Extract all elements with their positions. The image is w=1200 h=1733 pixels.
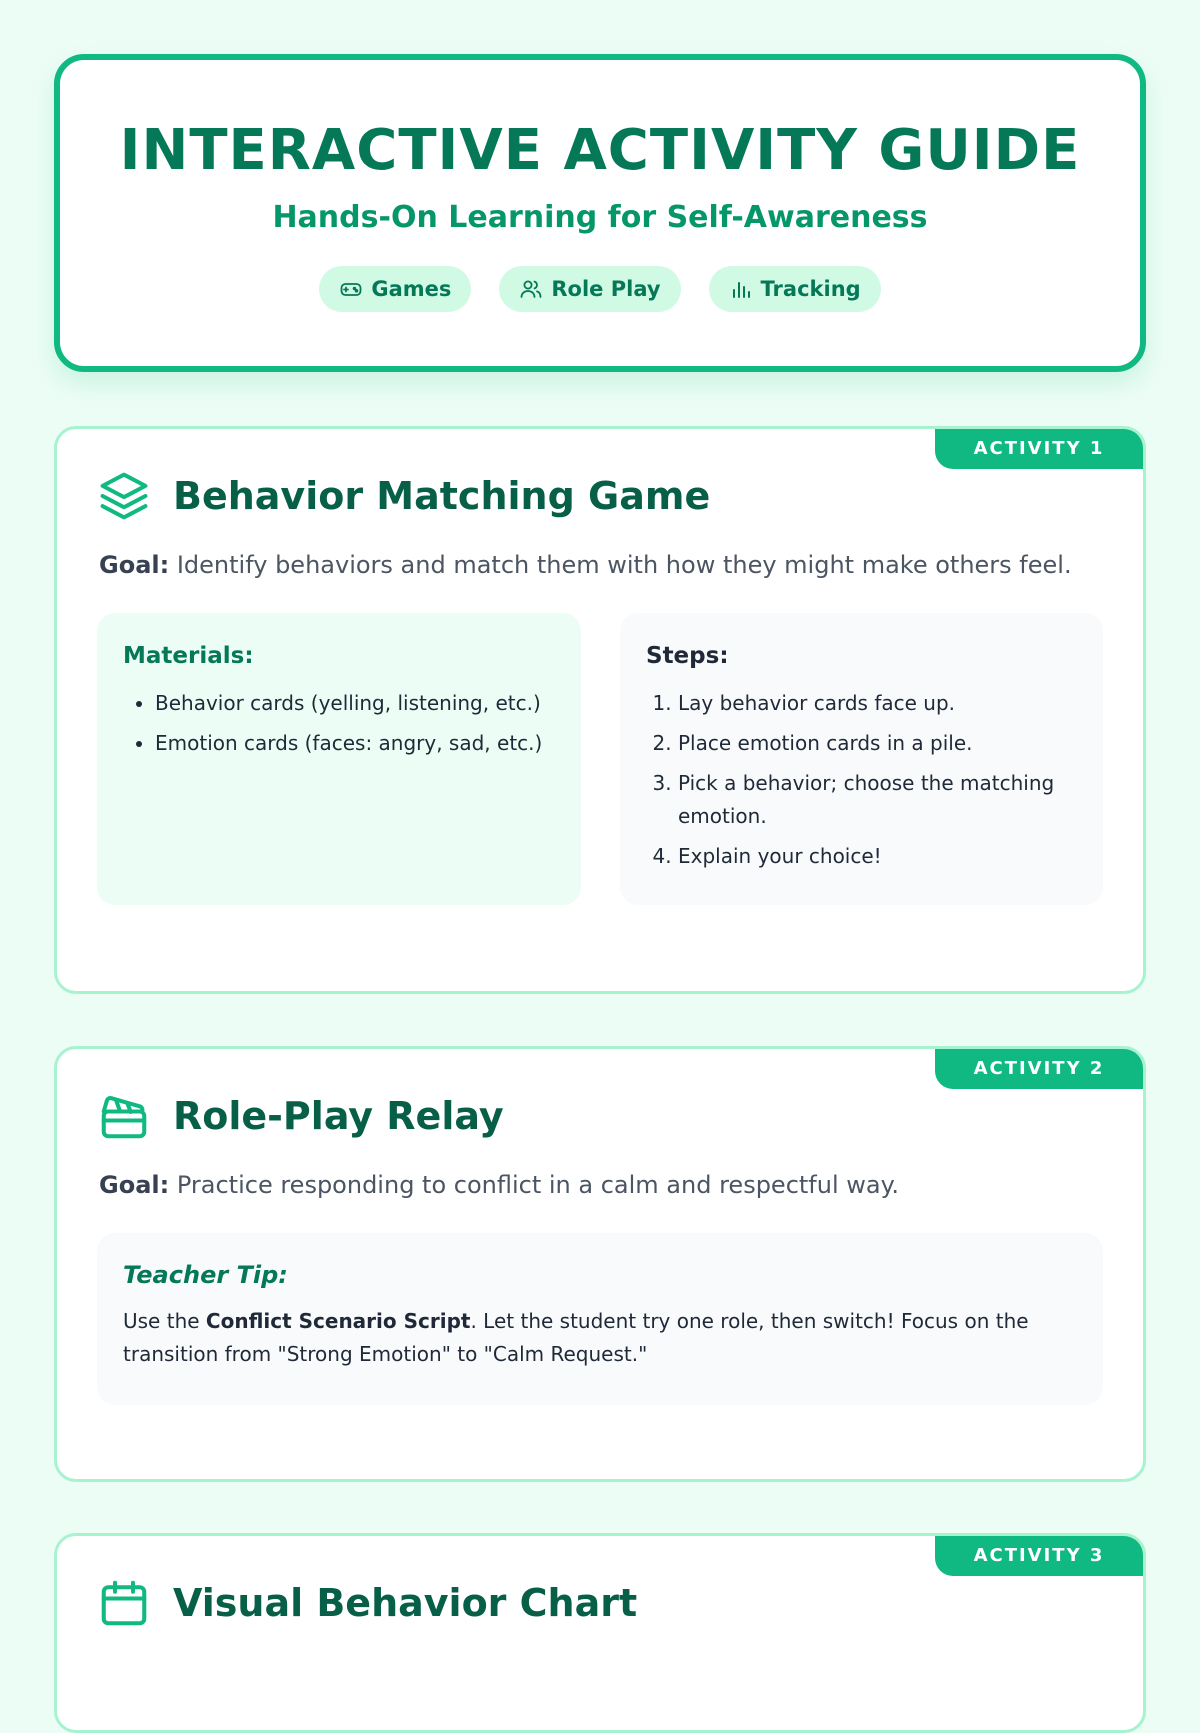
activity-title-row	[97, 1576, 637, 1630]
activity-card-1	[54, 426, 1146, 994]
layers-icon	[97, 469, 151, 523]
list-item: 4. Explain your choice!	[678, 840, 1077, 873]
activity-title-row	[97, 1089, 504, 1143]
materials-box	[97, 613, 581, 905]
guide-header	[54, 54, 1146, 372]
teacher-tip-body	[123, 1305, 1077, 1371]
materials-list	[123, 687, 555, 760]
page-title: INTERACTIVE ACTIVITY GUIDE	[119, 118, 1081, 183]
bar-chart-icon	[729, 277, 753, 301]
teacher-tip-title: Teacher Tip:	[123, 1261, 288, 1289]
users-icon	[519, 277, 543, 301]
steps-list	[646, 687, 1077, 873]
activity-goal	[99, 1171, 899, 1199]
list-item: 2. Place emotion cards in a pile.	[678, 727, 1077, 760]
list-item: • Behavior cards (yelling, listening, etc.)	[155, 687, 555, 720]
page-subtitle: Hands-On Learning for Self-Awareness	[272, 200, 928, 235]
pill-label: Games	[371, 277, 452, 301]
activity-badge: ACTIVITY 1	[935, 429, 1143, 469]
tip-suffix: . Let the student try one role, then switch! Focus on the transition from "Strong Emotion" to "Calm Request."	[123, 1309, 1029, 1366]
goal-text: Identify behaviors and match them with how they might make others feel.	[169, 551, 1072, 579]
pill-role-play[interactable]	[499, 266, 680, 312]
teacher-tip-box	[97, 1233, 1103, 1405]
activity-title: Behavior Matching Game	[173, 474, 711, 518]
tip-prefix: Use the	[123, 1309, 206, 1333]
goal-text: Practice responding to conflict in a calm and respectful way.	[169, 1171, 900, 1199]
clapperboard-icon	[97, 1089, 151, 1143]
activity-title-row	[97, 469, 710, 523]
materials-title: Materials:	[123, 643, 254, 669]
steps-box	[620, 613, 1103, 905]
goal-label: Goal:	[99, 551, 170, 579]
activity-goal	[99, 551, 1072, 579]
goal-label: Goal:	[99, 1171, 170, 1199]
pill-tracking[interactable]	[709, 266, 881, 312]
gamepad-icon	[339, 277, 363, 301]
activity-card-2	[54, 1046, 1146, 1482]
activity-title: Visual Behavior Chart	[173, 1581, 638, 1625]
steps-title: Steps:	[646, 643, 729, 669]
pill-games[interactable]	[319, 266, 471, 312]
pill-label: Role Play	[551, 277, 661, 301]
activity-title: Role-Play Relay	[173, 1094, 504, 1138]
calendar-icon	[97, 1576, 151, 1630]
list-item: 1. Lay behavior cards face up.	[678, 687, 1077, 720]
list-item: • Emotion cards (faces: angry, sad, etc.)	[155, 727, 555, 760]
list-item: 3. Pick a behavior; choose the matching emotion.	[678, 767, 1077, 833]
tip-script-name: Conflict Scenario Script	[205, 1309, 471, 1333]
activity-badge: ACTIVITY 3	[935, 1536, 1143, 1576]
activity-card-3	[54, 1533, 1146, 1733]
category-pills	[60, 266, 1140, 312]
pill-label: Tracking	[760, 277, 861, 301]
activity-badge: ACTIVITY 2	[935, 1049, 1143, 1089]
